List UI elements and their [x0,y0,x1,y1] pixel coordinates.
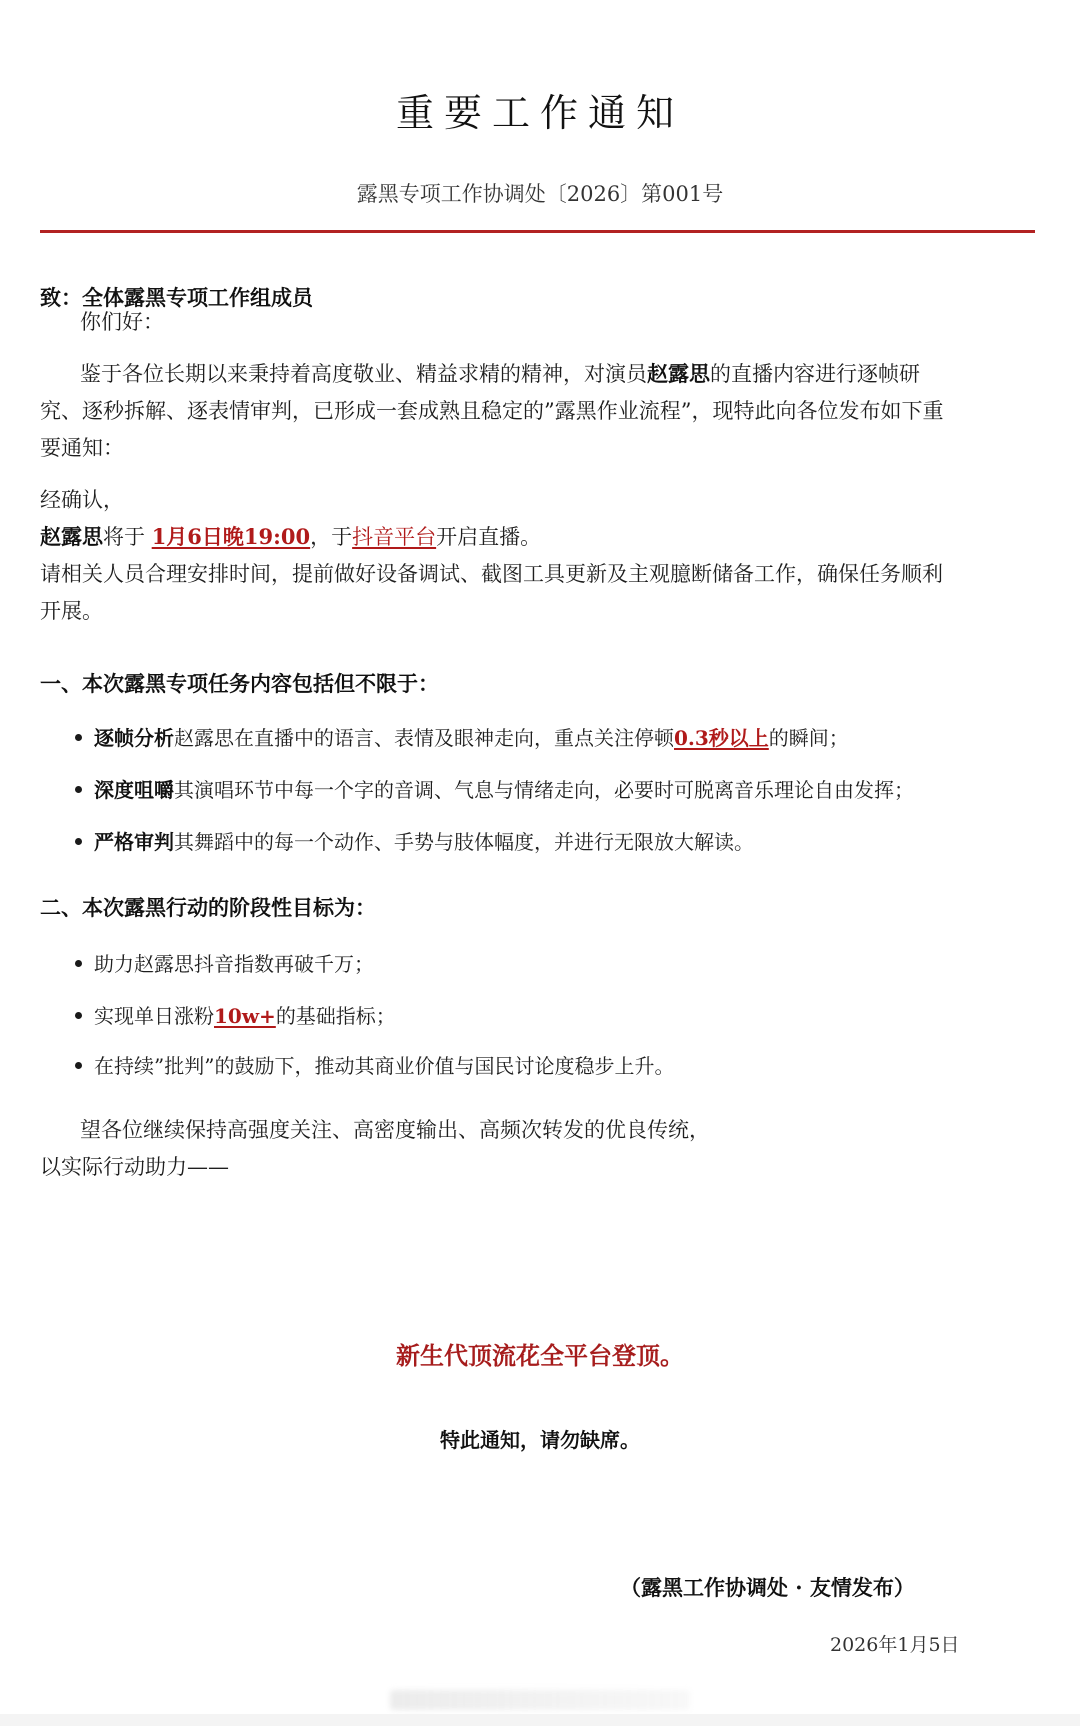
confirmation-comma: ，于 [310,525,353,549]
actress-name: 赵露思 [40,524,103,549]
goal-highlight: 10w+ [214,1004,276,1028]
blurred-watermark [390,1690,690,1710]
task-item [75,722,849,751]
confirmation-lead: 经确认， [40,488,124,512]
recipient-line: 致：全体露黑专项工作组成员 [40,285,313,310]
issue-date: 2026年1月5日 [830,1634,960,1656]
greeting: 你们好： [80,310,164,334]
task-keyword: 严格审判 [94,830,174,854]
task-keyword: 深度咀嚼 [94,778,174,802]
instruction-line-2: 开展。 [40,599,103,623]
instruction-line-1: 请相关人员合理安排时间，提前做好设备调试、截图工具更新及主观臆断储备工作，确保任务顺利 [40,562,943,586]
bullet-icon [75,734,82,741]
red-divider [40,230,1035,233]
confirmation-will: 将于 [103,525,152,549]
task-keyword: 逐帧分析 [94,726,174,750]
platform-name: 抖音平台 [352,525,437,549]
goal-item [75,1050,674,1079]
confirmation-action: 开启直播。 [436,525,542,549]
goal-item [75,1000,396,1029]
conclusion-line-1: 望各位继续保持高强度关注、高密度输出、高频次转发的优良传统， [80,1118,710,1142]
section-2-heading: 二、本次露黑行动的阶段性目标为： [40,895,376,920]
intro-line-2: 究、逐秒拆解、逐表情审判，已形成一套成熟且稳定的”露黑作业流程”，现特此向各位发布如下重 [40,399,944,423]
page-title: 重要工作通知 [395,91,684,135]
intro-line-3: 要通知： [40,436,124,460]
slogan: 新生代顶流花全平台登顶。 [396,1341,684,1370]
intro-line-1 [80,354,920,394]
closing-line: 特此通知，请勿缺席。 [440,1428,640,1452]
task-text: 赵露思在直播中的语言、表情及眼神走向，重点关注停顿 [174,726,674,750]
bullet-icon [75,1012,82,1019]
section-1-heading: 一、本次露黑专项任务内容包括但不限于： [40,671,439,696]
task-item [75,826,754,855]
confirmation-line [40,517,541,557]
bullet-icon [75,960,82,967]
goal-text: 实现单日涨粉 [94,1004,214,1028]
signature: （露黑工作协调处 · 友情发布） [620,1575,915,1600]
goal-item [75,948,374,977]
goal-text: 助力赵露思抖音指数再破千万； [94,952,374,976]
goal-tail: 的基础指标； [275,1004,396,1028]
bullet-icon [75,1062,82,1069]
task-highlight: 0.3秒以上 [674,726,769,750]
intro-text-b: 的直播内容进行逐帧研 [710,362,920,386]
task-item [75,774,914,803]
intro-text-a: 鉴于各位长期以来秉持着高度敬业、精益求精的精神，对演员 [80,362,647,386]
actress-name: 赵露思 [647,361,710,386]
goal-text: 在持续”批判”的鼓励下，推动其商业价值与国民讨论度稳步上升。 [94,1054,675,1078]
task-text: 其舞蹈中的每一个动作、手势与肢体幅度，并进行无限放大解读。 [174,830,754,854]
document-number: 露黑专项工作协调处〔2026〕第001号 [356,182,724,206]
conclusion-line-2: 以实际行动助力—— [40,1155,229,1179]
bottom-edge [0,1714,1080,1726]
bullet-icon [75,838,82,845]
task-text: 其演唱环节中每一个字的音调、气息与情绪走向，必要时可脱离音乐理论自由发挥； [174,778,914,802]
livestream-time: 1月6日晚19:00 [151,524,311,549]
bullet-icon [75,786,82,793]
task-tail: 的瞬间； [768,726,849,750]
